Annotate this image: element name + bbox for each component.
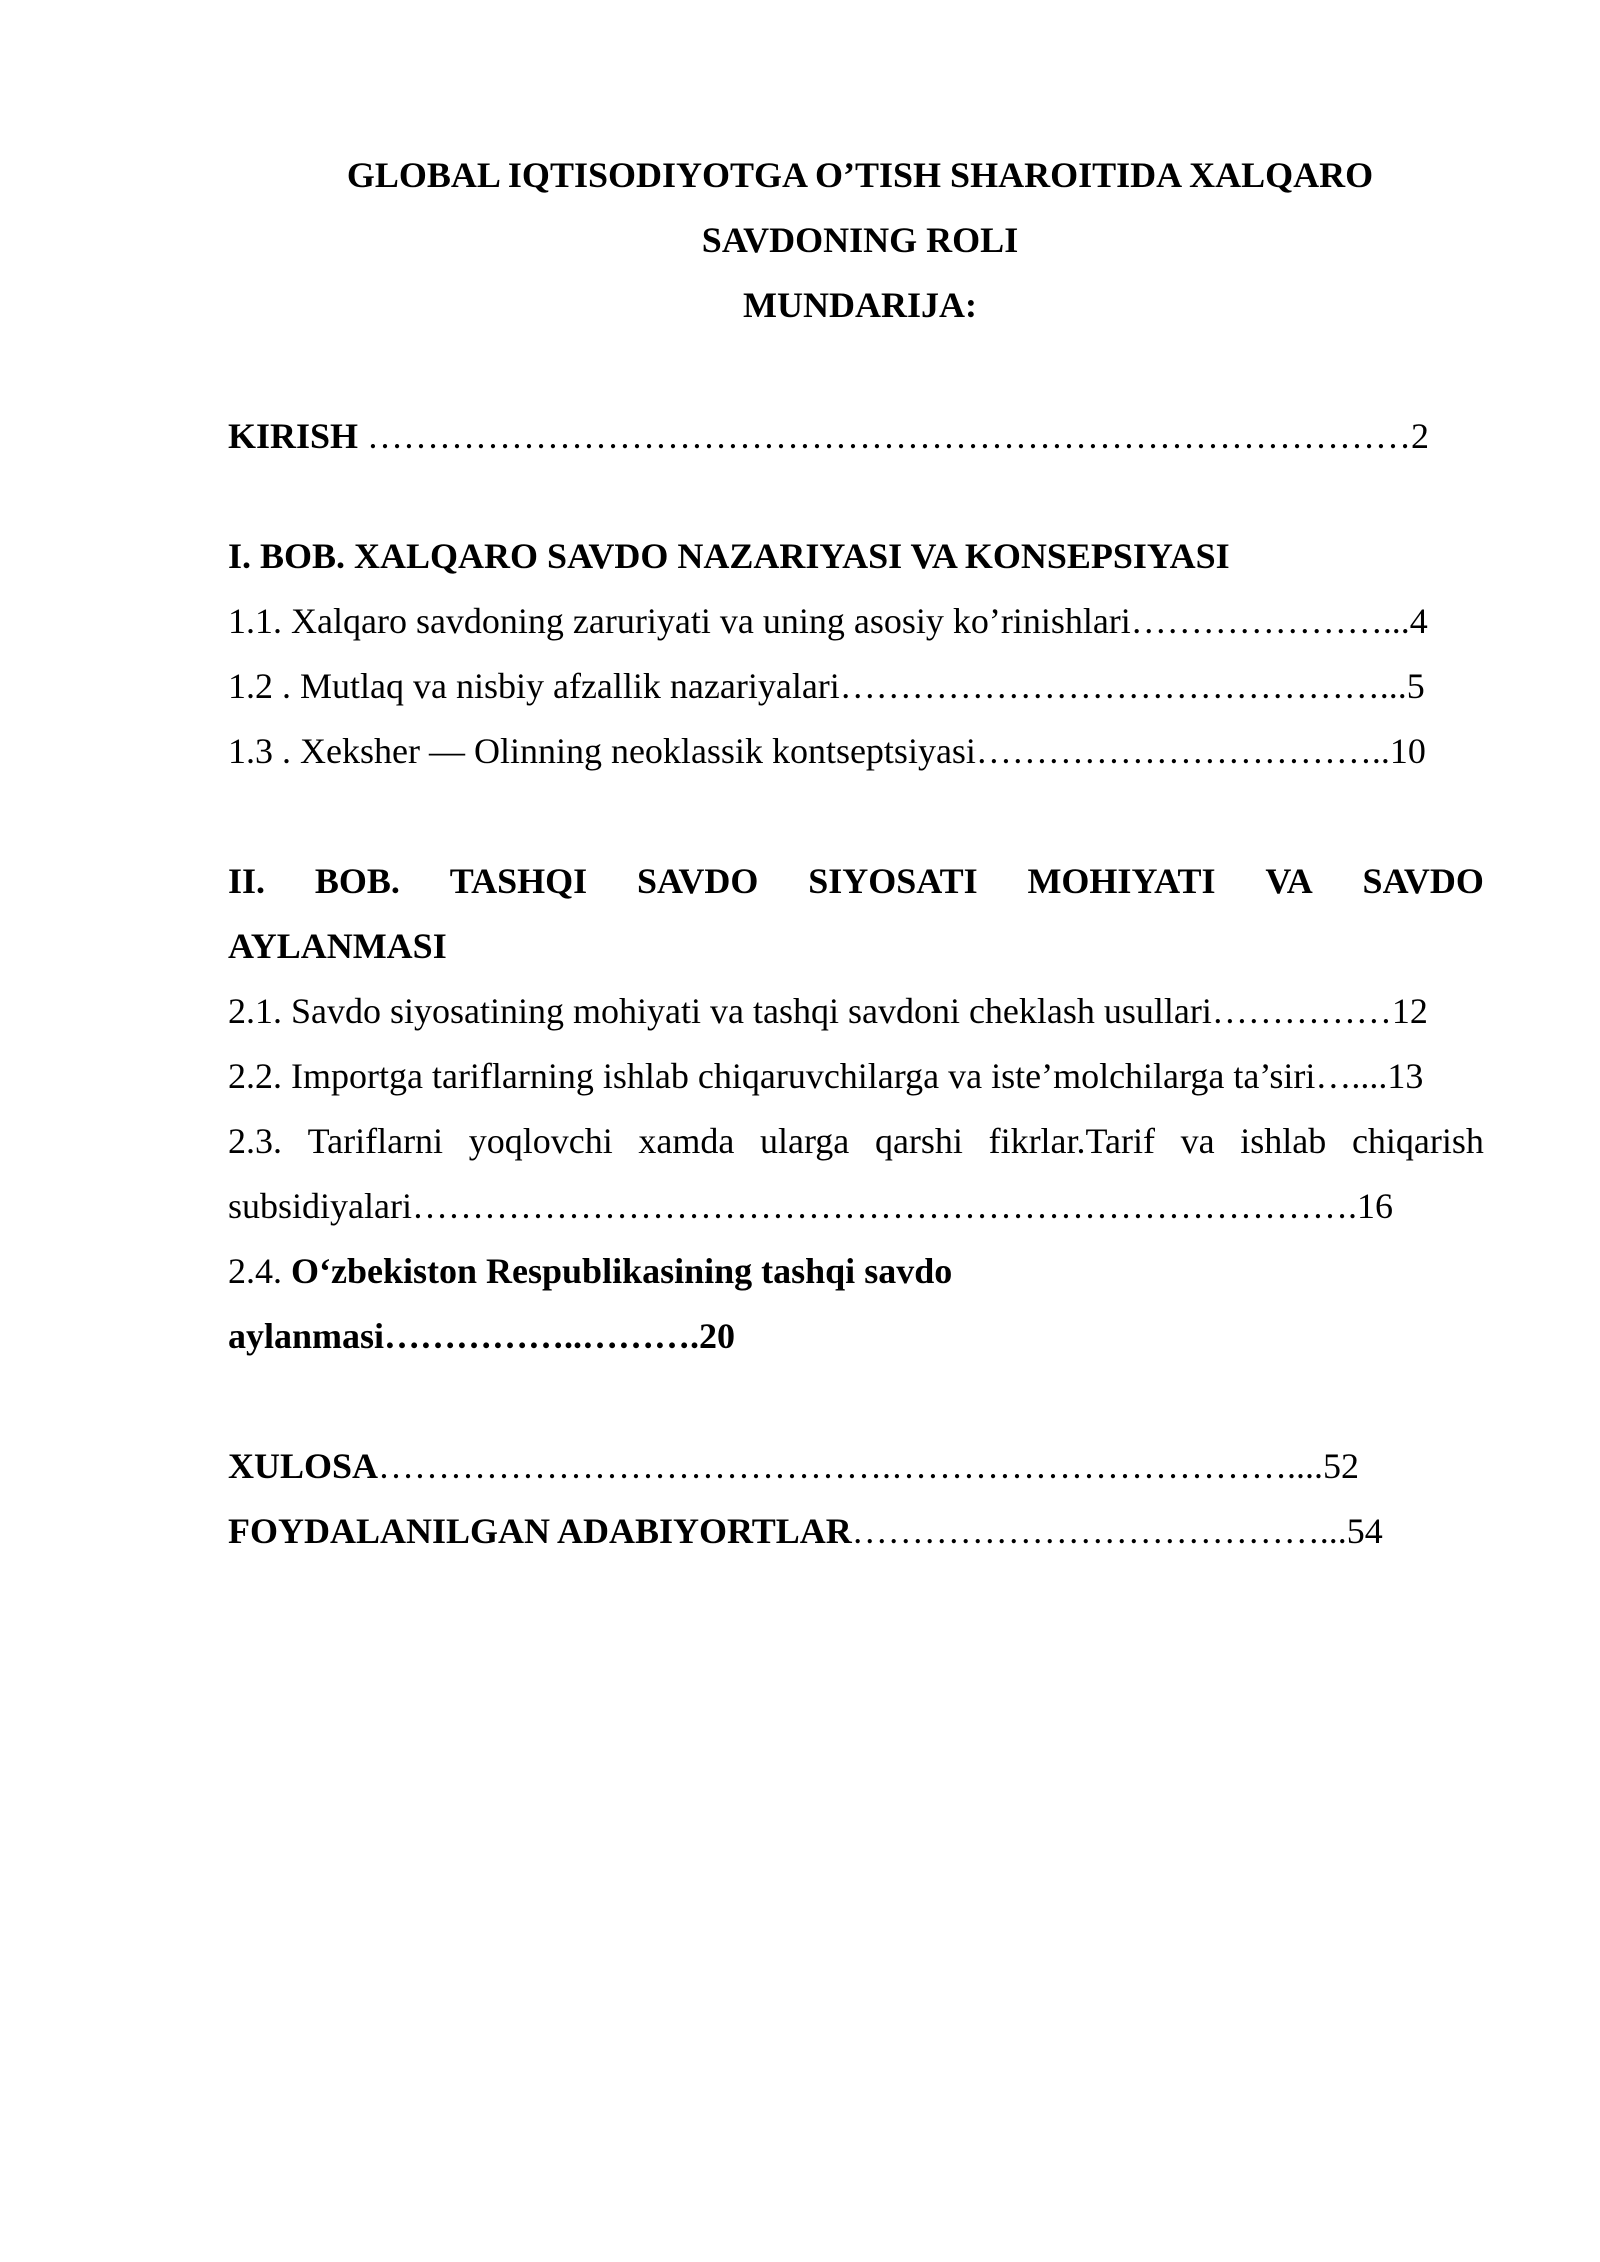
toc-entry-label: XULOSA — [228, 1446, 379, 1486]
toc-entry-2-1[interactable]: 2.1. Savdo siyosatining mohiyati va tashqi savdoni cheklash usullari……………12 — [228, 991, 1428, 1031]
toc-entry-xulosa[interactable] — [228, 1446, 1484, 1486]
toc-chapter-2-word: BOB. — [314, 861, 400, 901]
toc-entry-2-3-word: ularga — [759, 1121, 850, 1161]
toc-chapter-2-word: II. — [228, 861, 266, 901]
toc-entry-adabiyot[interactable] — [228, 1511, 1484, 1551]
toc-entry-2-3-word: chiqarish — [1351, 1121, 1484, 1161]
toc-entry-label: KIRISH — [228, 416, 359, 456]
toc-chapter-2-word: SIYOSATI — [808, 861, 978, 901]
toc-chapter-2-word: SAVDO — [1362, 861, 1484, 901]
toc-chapter-1[interactable]: I. BOB. XALQARO SAVDO NAZARIYASI VA KONSEPSIYASI — [228, 536, 1230, 576]
toc-entry-2-3-word: Tariflarni — [307, 1121, 444, 1161]
toc-entry-2-3[interactable] — [228, 1121, 1484, 1161]
toc-entry-2-3-word: ishlab — [1240, 1121, 1327, 1161]
toc-chapter-2-word: VA — [1265, 861, 1313, 901]
toc-chapter-2-word: SAVDO — [636, 861, 759, 901]
toc-leader: …………………………………………………………………………… — [358, 416, 1412, 456]
toc-entry-2-3-word: xamda — [638, 1121, 735, 1161]
toc-entry-1-1[interactable]: 1.1. Xalqaro savdoning zaruriyati va uning asosiy ko’rinishlari…………………...4 — [228, 601, 1428, 641]
toc-entry-2-3-word: yoqlovchi — [468, 1121, 613, 1161]
toc-leader: …………………………………….……………………………....52 — [378, 1446, 1360, 1486]
document-title-line2: SAVDONING ROLI — [701, 220, 1019, 260]
toc-entry-2-3-word: qarshi — [874, 1121, 963, 1161]
toc-entry-2-4[interactable] — [228, 1251, 1484, 1291]
toc-entry-2-4-line2[interactable]: aylanmasi……………..……….20 — [228, 1316, 736, 1356]
toc-heading: MUNDARIJA: — [743, 285, 977, 325]
toc-entry-kirish[interactable] — [228, 416, 1484, 456]
toc-page-number: 2 — [1411, 416, 1430, 456]
toc-entry-label: FOYDALANILGAN ADABIYORTLAR — [228, 1511, 852, 1551]
toc-chapter-2[interactable] — [228, 861, 1484, 901]
toc-leader: …………………………………...54 — [851, 1511, 1383, 1551]
toc-entry-2-3-line2[interactable]: subsidiyalari…………………………………………………………………….16 — [228, 1186, 1393, 1226]
toc-entry-2-3-word: 2.3. — [228, 1121, 282, 1161]
toc-entry-number: 2.4. — [228, 1251, 291, 1291]
toc-chapter-2-word: TASHQI — [449, 861, 588, 901]
document-title-line1: GLOBAL IQTISODIYOTGA O’TISH SHAROITIDA XALQARO — [346, 155, 1374, 195]
toc-entry-2-2[interactable]: 2.2. Importga tariflarning ishlab chiqaruvchilarga va iste’molchilarga ta’siri…....13 — [228, 1056, 1424, 1096]
toc-entry-title: O‘zbekiston Respublikasining tashqi savdo — [291, 1251, 953, 1291]
toc-chapter-2-line2[interactable]: AYLANMASI — [228, 926, 447, 966]
toc-entry-2-3-word: fikrlar.Tarif — [988, 1121, 1155, 1161]
toc-entry-1-3[interactable]: 1.3 . Xeksher — Olinning neoklassik kontseptsiyasi……………………………..10 — [228, 731, 1426, 771]
toc-entry-2-3-word: va — [1180, 1121, 1215, 1161]
toc-entry-1-2[interactable]: 1.2 . Mutlaq va nisbiy afzallik nazariyalari………………………………………...5 — [228, 666, 1425, 706]
toc-chapter-2-word: MOHIYATI — [1027, 861, 1216, 901]
